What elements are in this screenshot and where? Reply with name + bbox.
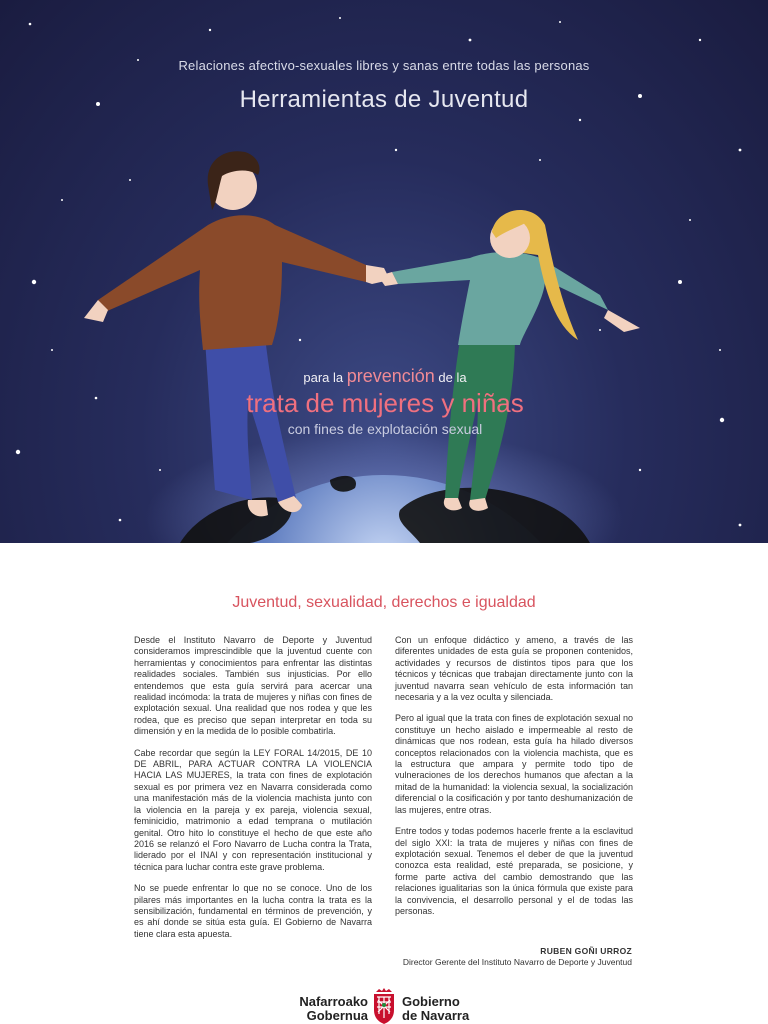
- tagline-suffix: de la: [438, 370, 467, 385]
- logo-text-spanish: [402, 995, 469, 1023]
- logo-basque-line-2: Gobernua: [306, 1008, 368, 1023]
- logo-basque-line-1: Nafarroako: [299, 994, 368, 1009]
- paragraph: Pero al igual que la trata con fines de explotación sexual no constituye un hecho aislado e impermeable al resto de dinámicas que nos rodean, esta guía ha hilado diversos conceptos relacionados con la violencia machista, que es la estructura que ampara y permite todo tipo de vulneraciones de los derechos humanos que afectan a la mitad de la humanidad: la violencia sexual, la socialización diferencial o la cosificación y por tanto deshumanización de las mujeres, entre otras.: [395, 713, 633, 815]
- tagline-sub: con fines de explotación sexual: [287, 421, 483, 437]
- signature-name: RUBEN GOÑI URROZ: [540, 946, 632, 956]
- paragraph: Cabe recordar que según la LEY FORAL 14/2015, DE 10 DE ABRIL, PARA ACTUAR CONTRA LA VIOLENCIA HACIA LAS MUJERES, la trata con fines de explotación sexual es por primera vez en Navarra considerada como una manifestación más de la violencia machista junto con la violencia en la pareja y ex pareja, violencia sexual, feminicidio, matrimonio a edad temprana o mutilación genital. Otro hito lo constituye el hecho de que este año 2016 se relanzó el Foro Navarro de Lucha contra la Trata, liderado por el INAI y con representación institucional y técnica para luchar contra este grave problema.: [134, 747, 372, 872]
- article-column-left: [134, 635, 372, 950]
- cover-tagline: [200, 366, 570, 437]
- paragraph: Desde el Instituto Navarro de Deporte y Juventud consideramos imprescindible que la juventud cuente con herramientas y conocimientos para enfrentar las distintas realidades sociales. También sus injusticias. Por ello entendemos que esta guía servirá para acercar una realidad incómoda: la trata de mujeres y niñas con fines de explotación sexual. Una realidad que nos rodea y que les rodea, que es preciso que sepan interpretar en toda su dimensión y en la medida de lo posible combatirla.: [134, 635, 372, 737]
- signature: [403, 946, 632, 968]
- cover-subtitle: Relaciones afectivo-sexuales libres y sanas entre todas las personas: [178, 58, 590, 73]
- logo-text-basque: [299, 995, 368, 1023]
- tagline-line-1: [200, 366, 570, 387]
- paragraph: Entre todos y todas podemos hacerle frente a la esclavitud del siglo XXI: la trata de mujeres y niñas con fines de explotación sexual. Tenemos el deber de que la juventud conozca esta realidad, esté preparada, se posicione, y forme parte activa del cambio demostrando que las relaciones igualitarias son la única fórmula que existe para la convivencia, el desarrollo personal y el de todas las personas.: [395, 826, 633, 916]
- government-logo: [0, 988, 768, 1024]
- logo-spanish-line-2: de Navarra: [402, 1008, 470, 1023]
- paragraph: Con un enfoque didáctico y ameno, a través de las diferentes unidades de esta guía se proponen contenidos, actividades y recursos de distintos tipos para que los técnicos y técnicas que trabajan directamente junto con la juventud navarra sean vehículo de esta información tan necesaria y a la vez oculta y silenciada.: [395, 635, 633, 703]
- paragraph: No se puede enfrentar lo que no se conoce. Uno de los pilares más importantes en la lucha contra la trata es la sensibilización, fundamental en términos de prevención, y es ahí donde se sitúa esta guía. El Gobierno de Navarra tiene clara esta apuesta.: [134, 883, 372, 939]
- logo-spanish-line-1: Gobierno: [402, 994, 460, 1009]
- signature-role: Director Gerente del Instituto Navarro de Deporte y Juventud: [402, 957, 632, 967]
- tagline-accent: prevención: [346, 366, 435, 386]
- article-title: Juventud, sexualidad, derechos e igualdad: [232, 594, 536, 611]
- navarra-shield-icon: [372, 988, 396, 1024]
- article-column-right: [395, 635, 633, 927]
- cover-title: Herramientas de Juventud: [239, 86, 529, 113]
- tagline-main: trata de mujeres y niñas: [246, 388, 524, 418]
- tagline-prefix: para la: [303, 370, 344, 385]
